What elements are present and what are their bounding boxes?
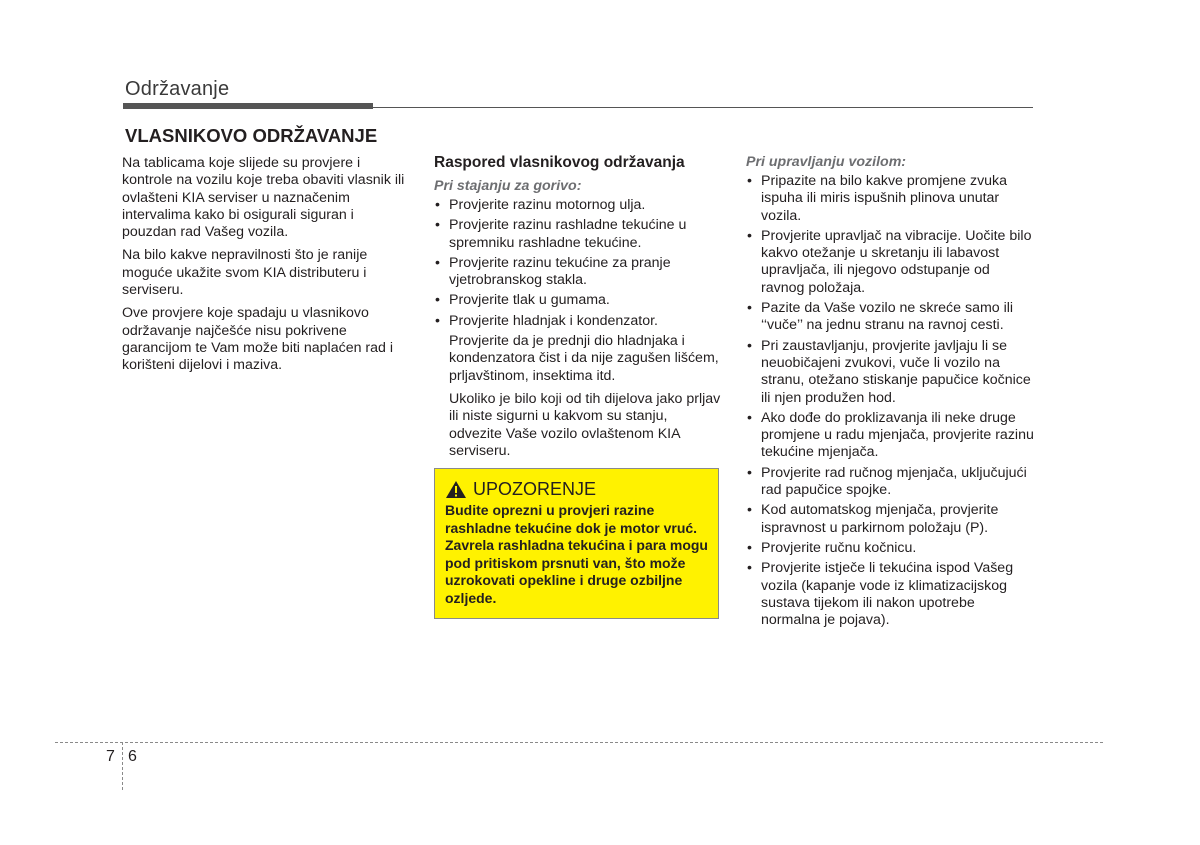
header-rule-thin	[373, 107, 1033, 108]
running-header-title: Održavanje	[125, 78, 230, 100]
checklist-item: • Pripazite na bilo kakve promjene zvuka ispuha ili miris ispušnih plinova unutar vozila.	[746, 173, 1036, 225]
checklist-item: • Pazite da Vaše vozilo ne skreće samo ili ‘‘vuče’’ na jednu stranu na ravnoj cesti.	[746, 300, 1036, 335]
warning-header	[445, 479, 708, 500]
page-number-divider	[122, 742, 123, 790]
warning-triangle-icon	[445, 480, 467, 499]
checklist-item: • Provjerite hladnjak i kondenzator.	[434, 313, 724, 330]
checklist-item: • Provjerite rad ručnog mjenjača, uključujući rad papučice spojke.	[746, 465, 1036, 500]
section-title: VLASNIKOVO ODRŽAVANJE	[125, 125, 378, 146]
fueling-subtitle: Pri stajanju za gorivo:	[434, 178, 582, 194]
radiator-note: Provjerite da je prednji dio hladnjaka i kondenzatora čist i da nije zagušen lišćem, prljavštinom, insektima itd.	[449, 333, 719, 384]
warning-text: Budite oprezni u provjeri razine rashladne tekućine dok je motor vruć. Zavrela rashladna tekućina i para mogu pod pritiskom prsnuti van, što može uzrokovati opekline i druge ozbiljne ozljede.	[445, 502, 708, 606]
intro-paragraph: Na tablicama koje slijede su provjere i kontrole na vozilu koje treba obaviti vlasnik ili ovlašteni KIA serviser u naznačenim intervalima kako bi osigurali siguran i pouzdan rad Vašeg vozila.	[122, 155, 405, 241]
checklist-item: • Ako dođe do proklizavanja ili neke druge promjene u radu mjenjača, provjerite razinu tekućine mjenjača.	[746, 410, 1036, 462]
checklist-item: • Provjerite razinu motornog ulja.	[434, 197, 724, 214]
schedule-column	[434, 154, 724, 466]
warning-title: UPOZORENJE	[473, 479, 597, 499]
driving-checklist	[746, 173, 1036, 629]
checklist-item: • Provjerite upravljač na vibracije. Uočite bilo kakvo otežanje u skretanju ili labavost upravljača, ili njegovo odstupanje od ravnog položaja.	[746, 228, 1036, 297]
footer-divider	[55, 742, 1103, 743]
page-number: 6	[128, 748, 137, 765]
header-rule-thick	[123, 103, 373, 109]
warning-box	[434, 468, 719, 619]
checklist-item: • Provjerite istječe li tekućina ispod Vašeg vozila (kapanje vode iz klimatizacijskog sustava tijekom ili nakon upotrebe normalna je pojava).	[746, 560, 1036, 629]
driving-subtitle: Pri upravljanju vozilom:	[746, 154, 907, 170]
schedule-title: Raspored vlasnikovog održavanja	[434, 154, 685, 171]
intro-paragraph: Na bilo kakve nepravilnosti što je ranije moguće ukažite svom KIA distributeru i serviseru.	[122, 247, 368, 299]
intro-column	[122, 155, 412, 381]
checklist-item: • Provjerite ručnu kočnicu.	[746, 540, 1036, 557]
checklist-item: • Provjerite tlak u gumama.	[434, 292, 724, 309]
radiator-note: Ukoliko je bilo koji od tih dijelova jako prljav ili niste sigurni u kakvom su stanju, odvezite Vaše vozilo ovlaštenom KIA serviseru.	[449, 390, 721, 459]
driving-column	[746, 154, 1036, 632]
intro-paragraph: Ove provjere koje spadaju u vlasnikovo održavanje najčešće nisu pokrivene garancijom te Vam može biti naplaćen rad i korišteni dijelovi i maziva.	[122, 305, 394, 374]
checklist-item: • Provjerite razinu tekućine za pranje vjetrobranskog stakla.	[434, 255, 724, 290]
fueling-checklist	[434, 197, 724, 330]
chapter-number: 7	[106, 748, 115, 765]
checklist-item: • Provjerite razinu rashladne tekućine u spremniku rashladne tekućine.	[434, 217, 724, 252]
checklist-item: • Pri zaustavljanju, provjerite javljaju li se neuobičajeni zvukovi, vuče li vozilo na stranu, otežano stiskanje papučice kočnice ili njen produžen hod.	[746, 338, 1036, 407]
checklist-item: • Kod automatskog mjenjača, provjerite ispravnost u parkirnom položaju (P).	[746, 502, 1036, 537]
